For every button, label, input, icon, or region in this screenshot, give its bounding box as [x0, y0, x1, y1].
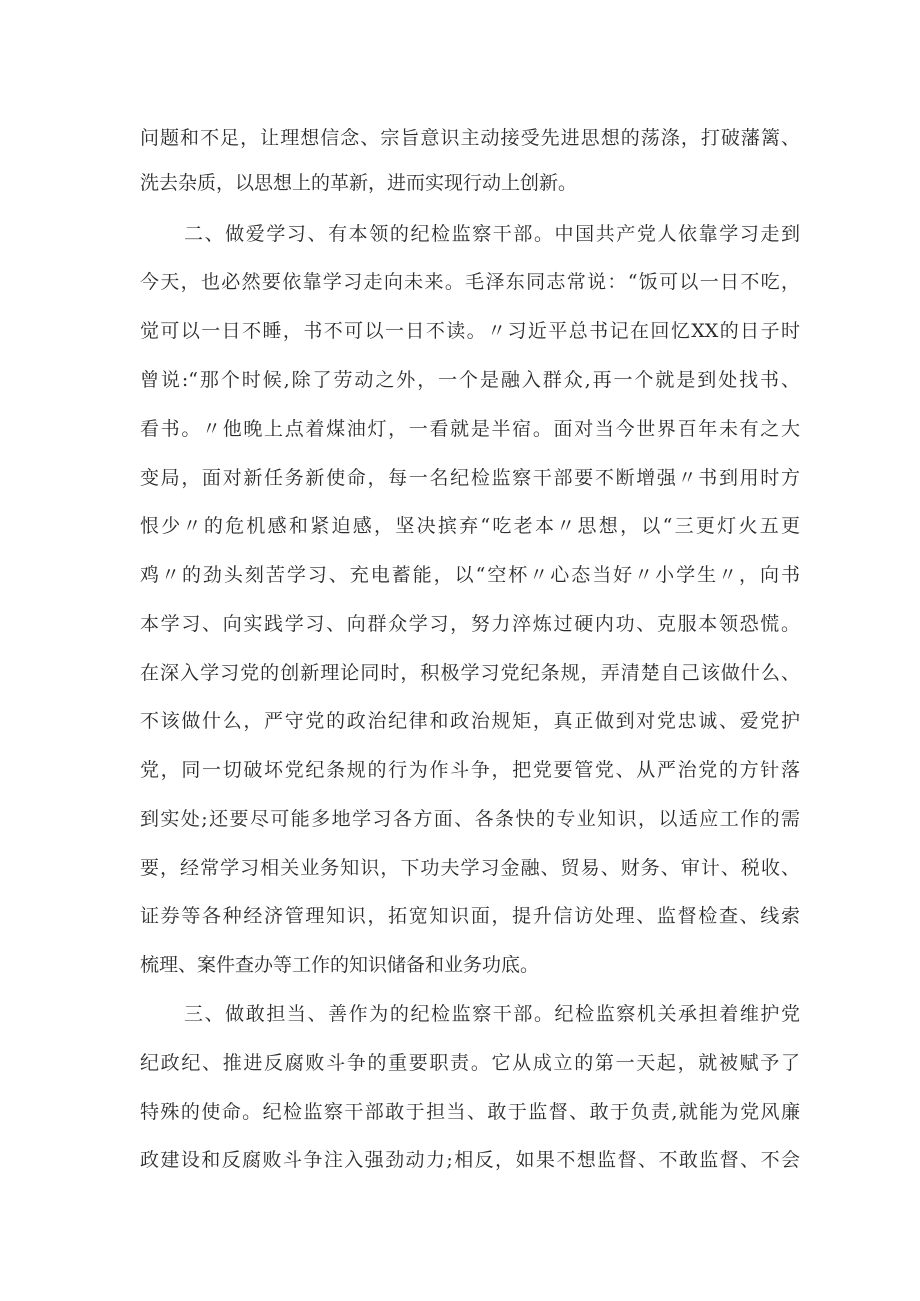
text-line: 曾说:“那个时候,除了劳动之外，一个是融入群众,再一个就是到处找书、 [140, 369, 800, 391]
text-line: 觉可以一日不睡，书不可以一日不读。〃习近平总书记在回忆XX的日子时 [140, 320, 800, 342]
text-line: 政建设和反腐败斗争注入强劲动力;相反，如果不想监督、不敢监督、不会 [140, 1149, 800, 1171]
text-line: 本学习、向实践学习、向群众学习，努力淬炼过硬内功、克服本领恐慌。 [140, 613, 800, 635]
paragraph-heading-3: 三、做敢担当、善作为的纪检监察干部。纪检监察机关承担着维护党 [184, 1003, 800, 1025]
text-line: 洗去杂质，以思想上的革新，进而实现行动上创新。 [140, 172, 578, 194]
text-line: 到实处;还要尽可能多地学习各方面、各条快的专业知识，以适应工作的需 [140, 808, 800, 830]
text-line: 看书。〃他晚上点着煤油灯，一看就是半宿。面对当今世界百年未有之大 [140, 418, 800, 440]
text-line: 今天，也必然要依靠学习走向未来。毛泽东同志常说：“饭可以一日不吃， [140, 271, 800, 293]
text-line: 特殊的使命。纪检监察干部敢于担当、敢于监督、敢于负责,就能为党风廉 [140, 1101, 800, 1123]
text-line: 在深入学习党的创新理论同时，积极学习党纪条规，弄清楚自己该做什么、 [140, 662, 800, 684]
text-line: 纪政纪、推进反腐败斗争的重要职责。它从成立的第一天起，就被赋予了 [140, 1052, 800, 1074]
text-line: 要，经常学习相关业务知识，下功夫学习金融、贸易、财务、审计、税收、 [140, 857, 800, 879]
text-line: 不该做什么，严守党的政治纪律和政治规矩，真正做到对党忠诚、爱党护 [140, 710, 800, 732]
text-line: 恨少〃的危机感和紧迫感，坚决摈弃“吃老本〃思想，以“三更灯火五更 [140, 515, 800, 537]
text-line: 党，同一切破坏党纪条规的行为作斗争，把党要管党、从严治党的方针落 [140, 759, 800, 781]
text-line: 问题和不足，让理想信念、宗旨意识主动接受先进思想的荡涤，打破藩篱、 [140, 127, 800, 149]
text-line: 变局，面对新任务新使命，每一名纪检监察干部要不断增强〃书到用时方 [140, 467, 800, 489]
paragraph-heading-2: 二、做爱学习、有本领的纪检监察干部。中国共产党人依靠学习走到 [184, 223, 800, 245]
text-line: 证券等各种经济管理知识，拓宽知识面，提升信访处理、监督检查、线索 [140, 905, 800, 927]
text-line: 梳理、案件查办等工作的知识储备和业务功底。 [140, 954, 540, 976]
text-line: 鸡〃的劲头刻苦学习、充电蓄能，以“空杯〃心态当好〃小学生〃，向书 [140, 564, 800, 586]
